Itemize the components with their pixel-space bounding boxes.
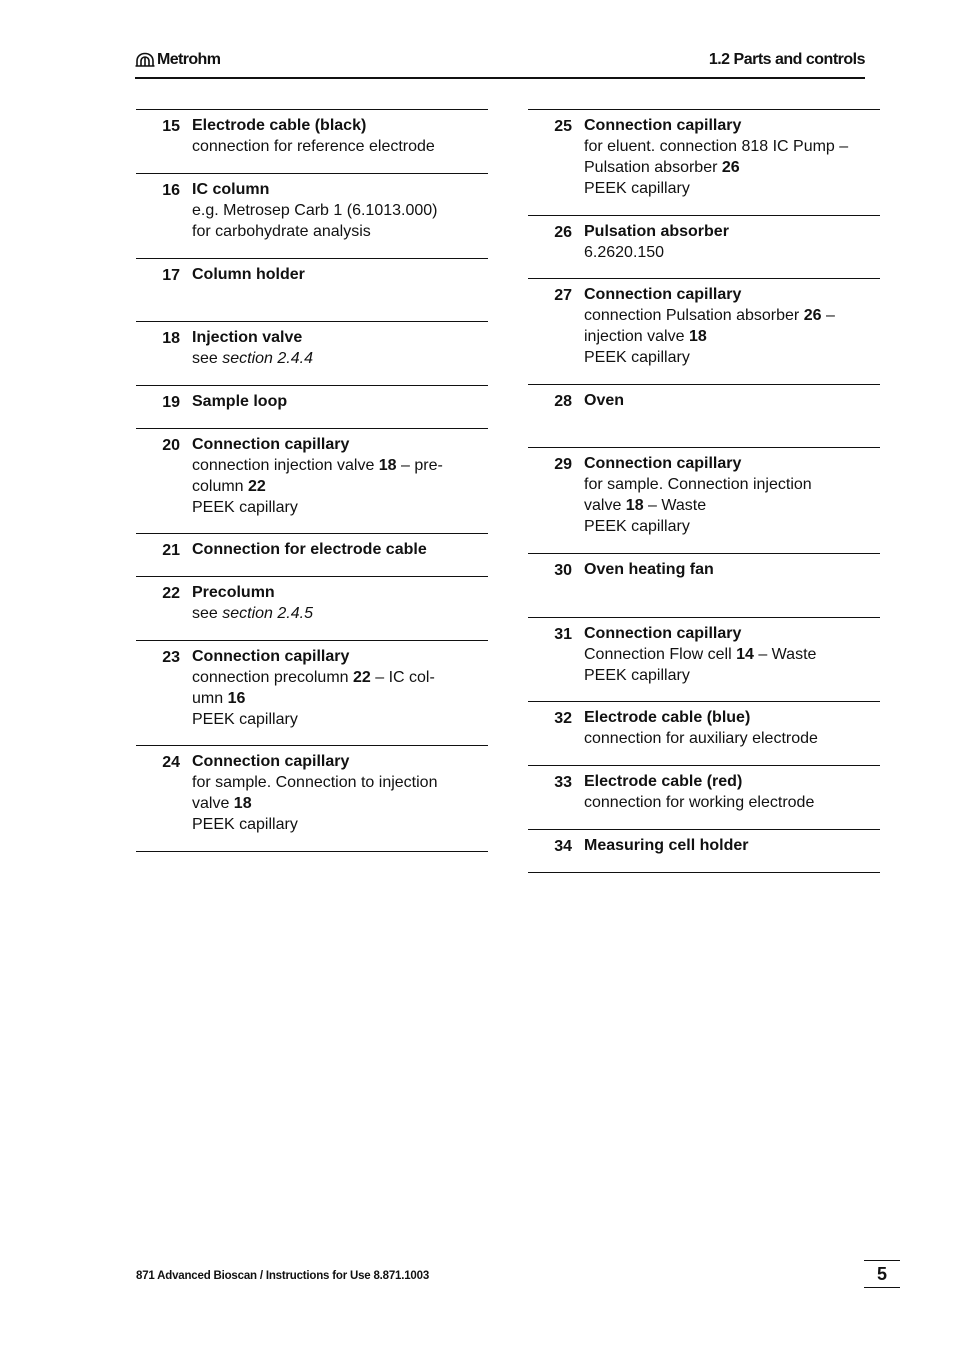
part-detail-line xyxy=(584,136,880,157)
part-reference: 18 xyxy=(688,328,707,345)
part-description xyxy=(192,179,488,242)
part-description xyxy=(584,835,880,856)
part-title: IC column xyxy=(192,181,270,198)
part-detail-text: – xyxy=(821,307,835,324)
part-detail-text: connection precolumn xyxy=(192,669,353,686)
part-title: Electrode cable (blue) xyxy=(584,709,751,726)
part-detail-line xyxy=(192,688,488,709)
part-detail-text: – Waste xyxy=(753,646,817,663)
part-number: 29 xyxy=(554,456,572,473)
part-item xyxy=(136,110,488,174)
part-detail-text: – Waste xyxy=(643,497,707,514)
part-item xyxy=(528,830,880,873)
part-title: Connection capillary xyxy=(584,286,742,303)
part-detail-line xyxy=(192,221,488,242)
part-description xyxy=(584,115,880,199)
part-title: Oven heating fan xyxy=(584,561,714,578)
part-detail-text: connection for working electrode xyxy=(584,794,815,811)
part-reference: 18 xyxy=(625,497,644,514)
metrohm-logo xyxy=(135,51,220,69)
part-title: Connection capillary xyxy=(584,625,742,642)
part-item xyxy=(136,429,488,534)
part-description xyxy=(192,391,488,412)
part-detail-text: section 2.4.4 xyxy=(222,350,313,367)
part-number: 31 xyxy=(554,626,572,643)
part-detail-line xyxy=(192,348,488,369)
part-reference: 14 xyxy=(736,646,754,663)
part-description xyxy=(584,623,880,686)
part-detail-text: for carbohydrate analysis xyxy=(192,223,371,240)
part-title: Connection capillary xyxy=(584,455,742,472)
part-item xyxy=(528,618,880,702)
part-title: Connection capillary xyxy=(192,648,350,665)
part-item xyxy=(528,448,880,554)
part-item xyxy=(136,577,488,641)
part-detail-text: connection for auxiliary electrode xyxy=(584,730,818,747)
part-detail-text: PEEK capillary xyxy=(192,711,298,728)
part-item xyxy=(136,386,488,429)
part-detail-text: PEEK capillary xyxy=(584,349,690,366)
part-title: Electrode cable (red) xyxy=(584,773,743,790)
footer-text: 871 Advanced Bioscan / Instructions for Use 8.871.1003 xyxy=(136,1270,430,1282)
part-reference: 18 xyxy=(233,795,252,812)
part-number: 16 xyxy=(162,182,180,199)
part-detail-line xyxy=(584,157,880,178)
part-title: Measuring cell holder xyxy=(584,837,749,854)
part-description xyxy=(584,453,880,537)
part-detail-text: connection injection valve xyxy=(192,457,379,474)
part-number: 23 xyxy=(162,649,180,666)
part-detail-text: umn xyxy=(192,690,228,707)
part-number: 21 xyxy=(162,542,180,559)
part-detail-line xyxy=(192,455,488,476)
part-detail-line xyxy=(192,667,488,688)
parts-list-right xyxy=(528,109,880,873)
part-description xyxy=(192,582,488,624)
part-number: 27 xyxy=(554,287,572,304)
part-item xyxy=(136,322,488,386)
part-number: 34 xyxy=(554,838,572,855)
part-detail-line xyxy=(584,665,880,686)
part-detail-text: for sample. Connection to injection xyxy=(192,774,438,791)
part-detail-text: e.g. Metrosep Carb 1 (6.1013.000) xyxy=(192,202,438,219)
part-detail-text: PEEK capillary xyxy=(192,816,298,833)
part-detail-line xyxy=(584,495,880,516)
part-detail-text: see xyxy=(192,605,223,622)
part-detail-line xyxy=(192,136,488,157)
part-number: 17 xyxy=(162,267,180,284)
part-description xyxy=(192,646,488,730)
part-detail-text: injection valve xyxy=(584,328,689,345)
logo-text: Metrohm xyxy=(157,51,221,68)
part-detail-text: valve xyxy=(192,795,234,812)
part-detail-text: PEEK capillary xyxy=(584,667,690,684)
page-number-box xyxy=(864,1260,900,1288)
part-item xyxy=(136,534,488,577)
metrohm-logo-icon xyxy=(135,52,155,68)
page-number: 5 xyxy=(876,1264,887,1284)
part-detail-text: PEEK capillary xyxy=(584,518,690,535)
part-detail-line xyxy=(192,709,488,730)
part-detail-line xyxy=(192,814,488,835)
part-detail-text: for eluent. connection 818 IC Pump – xyxy=(584,138,849,155)
part-number: 15 xyxy=(162,118,180,135)
part-description xyxy=(584,771,880,813)
page-header xyxy=(135,46,865,79)
part-description xyxy=(192,434,488,518)
part-detail-line xyxy=(584,347,880,368)
part-title: Electrode cable (black) xyxy=(192,117,367,134)
part-title: Connection for electrode cable xyxy=(192,541,427,558)
part-number: 19 xyxy=(162,394,180,411)
part-description xyxy=(192,327,488,369)
part-number: 26 xyxy=(554,224,572,241)
part-item xyxy=(528,216,880,279)
part-item xyxy=(528,279,880,385)
part-detail-line xyxy=(192,772,488,793)
part-number: 33 xyxy=(554,774,572,791)
part-description xyxy=(192,751,488,835)
part-description xyxy=(192,264,488,285)
part-reference: 26 xyxy=(721,159,740,176)
part-detail-line xyxy=(192,793,488,814)
part-description xyxy=(584,284,880,368)
part-reference: 16 xyxy=(227,690,246,707)
part-item xyxy=(528,110,880,216)
part-detail-text: for sample. Connection injection xyxy=(584,476,812,493)
part-detail-text: section 2.4.5 xyxy=(222,605,313,622)
part-item xyxy=(528,702,880,766)
part-detail-text: connection Pulsation absorber xyxy=(584,307,804,324)
part-description xyxy=(192,539,488,560)
part-title: Pulsation absorber xyxy=(584,223,729,240)
part-title: Connection capillary xyxy=(192,753,350,770)
part-detail-line xyxy=(192,200,488,221)
part-detail-line xyxy=(584,728,880,749)
part-detail-line xyxy=(584,305,880,326)
part-description xyxy=(192,115,488,157)
part-detail-line xyxy=(584,242,880,263)
part-item xyxy=(136,174,488,259)
part-detail-text: connection for reference electrode xyxy=(192,138,435,155)
part-reference: 22 xyxy=(352,669,371,686)
part-detail-line xyxy=(584,178,880,199)
part-detail-text: – IC col- xyxy=(370,669,435,686)
part-detail-line xyxy=(192,603,488,624)
part-detail-line xyxy=(192,497,488,518)
part-item xyxy=(136,259,488,322)
part-title: Connection capillary xyxy=(584,117,742,134)
parts-list-left xyxy=(136,109,488,852)
part-item xyxy=(528,766,880,830)
part-reference: 18 xyxy=(378,457,397,474)
part-detail-text: see xyxy=(192,350,223,367)
section-title: 1.2 Parts and controls xyxy=(708,51,865,68)
part-description xyxy=(584,390,880,411)
part-detail-text: PEEK capillary xyxy=(192,499,298,516)
part-number: 25 xyxy=(554,118,572,135)
part-description xyxy=(584,707,880,749)
part-item xyxy=(136,641,488,746)
part-detail-text: PEEK capillary xyxy=(584,180,690,197)
part-detail-line xyxy=(584,326,880,347)
part-reference: 22 xyxy=(248,478,266,495)
part-title: Sample loop xyxy=(192,393,288,410)
part-title: Oven xyxy=(584,392,625,409)
part-title: Connection capillary xyxy=(192,436,350,453)
part-description xyxy=(584,559,880,580)
part-title: Precolumn xyxy=(192,584,275,601)
part-title: Injection valve xyxy=(192,329,303,346)
part-detail-text: 6.2620.150 xyxy=(584,244,665,261)
part-detail-text: Pulsation absorber xyxy=(584,159,722,176)
part-item xyxy=(528,554,880,618)
part-item xyxy=(528,385,880,448)
part-detail-text: valve xyxy=(584,497,626,514)
part-description xyxy=(584,221,880,263)
part-detail-line xyxy=(584,644,880,665)
part-item xyxy=(136,746,488,852)
part-detail-line xyxy=(584,792,880,813)
part-number: 30 xyxy=(554,562,572,579)
part-detail-line xyxy=(192,476,488,497)
part-reference: 26 xyxy=(803,307,822,324)
part-detail-text: – pre- xyxy=(396,457,443,474)
part-detail-line xyxy=(584,516,880,537)
part-detail-text: column xyxy=(192,478,249,495)
part-title: Column holder xyxy=(192,266,305,283)
part-number: 22 xyxy=(162,585,180,602)
part-number: 24 xyxy=(162,754,180,771)
part-number: 20 xyxy=(162,437,180,454)
part-detail-text: Connection Flow cell xyxy=(584,646,737,663)
part-number: 28 xyxy=(554,393,572,410)
part-number: 18 xyxy=(162,330,180,347)
part-number: 32 xyxy=(554,710,572,727)
part-detail-line xyxy=(584,474,880,495)
